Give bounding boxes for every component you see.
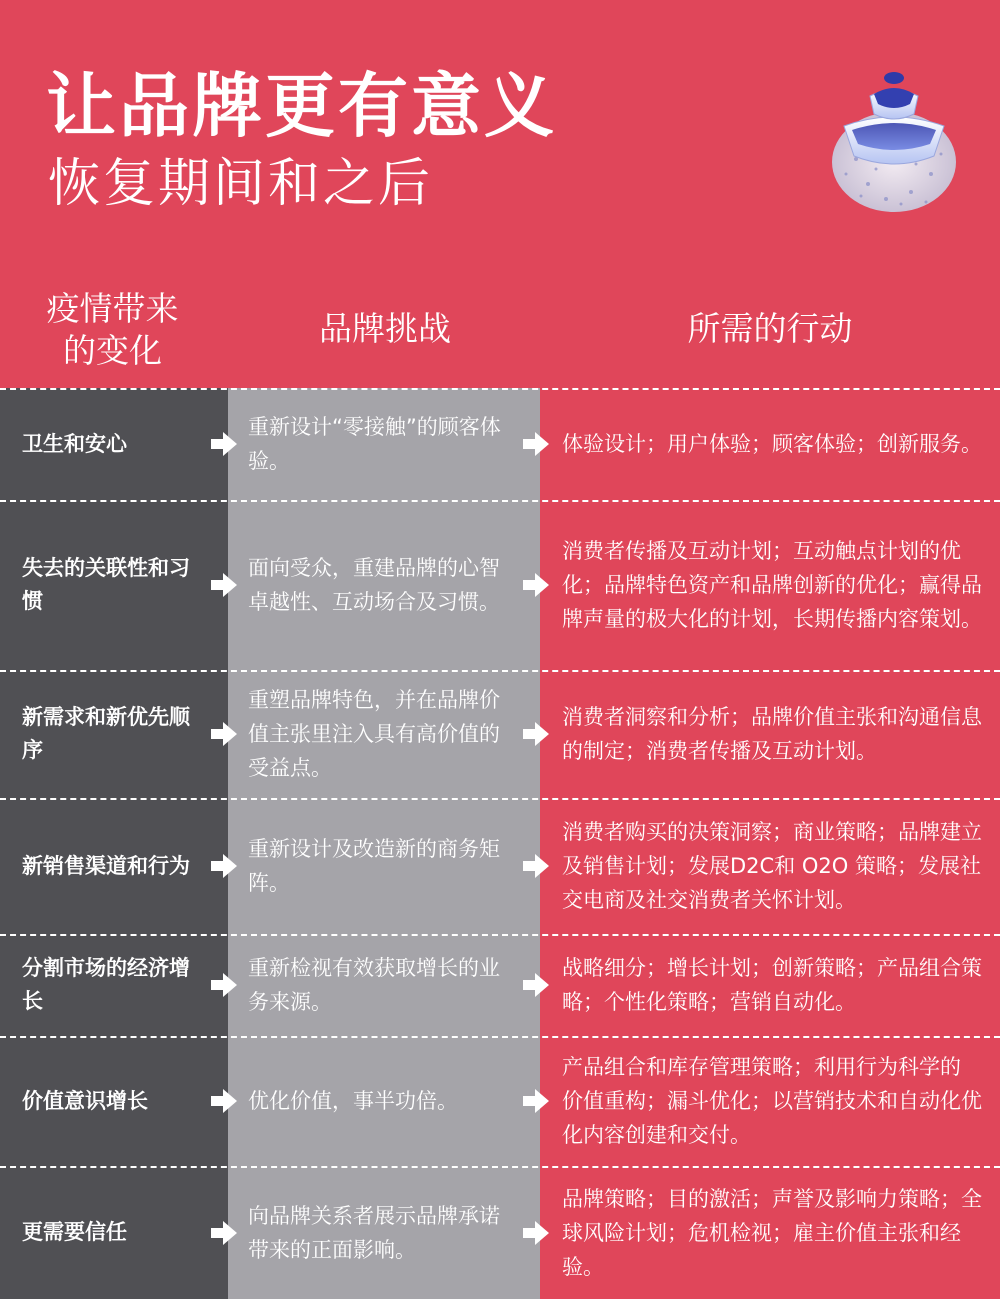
challenge-cell: 重新检视有效获取增长的业务来源。 — [248, 956, 500, 1014]
page-title: 让品牌更有意义 — [46, 65, 557, 147]
challenge-cell: 面向受众，重建品牌的心智卓越性、互动场合及习惯。 — [248, 556, 500, 614]
challenge-cell: 重塑品牌特色，并在品牌价值主张里注入具有高价值的受益点。 — [248, 688, 500, 780]
arrow-right-icon — [521, 971, 551, 999]
arrow-right-icon — [521, 720, 551, 748]
column-header-changes-line1: 疫情带来 — [46, 289, 179, 328]
arrow-right-icon — [521, 1087, 551, 1115]
header-banner — [0, 0, 1000, 388]
action-cell: 消费者购买的决策洞察；商业策略；品牌建立及销售计划；发展D2C和 O2O 策略；发展社交电商及社交消费者关怀计划。 — [562, 820, 982, 912]
action-cell: 体验设计；用户体验；顾客体验；创新服务。 — [562, 432, 982, 456]
challenge-cell: 重新设计“零接触”的顾客体验。 — [248, 415, 501, 473]
action-cell: 消费者传播及互动计划；互动触点计划的优化；品牌特色资产和品牌创新的优化；赢得品牌声量的极大化的计划，长期传播内容策划。 — [562, 539, 982, 631]
change-cell: 新需求和新优先顺序 — [22, 705, 190, 762]
action-cell: 消费者洞察和分析；品牌价值主张和沟通信息的制定；消费者传播及互动计划。 — [562, 705, 982, 763]
column-header-actions: 所需的行动 — [687, 309, 853, 348]
arrow-right-icon — [209, 1219, 239, 1247]
column-header-changes — [20, 288, 205, 372]
table-row — [0, 934, 1000, 1036]
table-row — [0, 1036, 1000, 1166]
challenge-cell: 重新设计及改造新的商务矩阵。 — [248, 837, 500, 895]
arrow-right-icon — [521, 430, 551, 458]
table-row — [0, 798, 1000, 934]
change-cell: 新销售渠道和行为 — [22, 853, 190, 878]
table-row — [0, 1166, 1000, 1299]
table-row — [0, 670, 1000, 798]
page-subtitle: 恢复期间和之后 — [48, 154, 434, 214]
arrow-right-icon — [209, 852, 239, 880]
arrow-right-icon — [209, 971, 239, 999]
arrow-right-icon — [521, 571, 551, 599]
arrow-right-icon — [521, 1219, 551, 1247]
table-row — [0, 500, 1000, 670]
challenge-cell: 优化价值，事半功倍。 — [248, 1089, 458, 1113]
change-cell: 更需要信任 — [22, 1220, 127, 1244]
column-header-changes-line2: 的变化 — [63, 331, 162, 370]
brand-action-table — [0, 388, 1000, 1299]
change-cell: 价值意识增长 — [22, 1088, 148, 1113]
column-header-challenges: 品牌挑战 — [319, 309, 451, 348]
challenge-cell: 向品牌关系者展示品牌承诺带来的正面影响。 — [248, 1203, 500, 1262]
arrow-right-icon — [209, 430, 239, 458]
arrow-right-icon — [209, 1087, 239, 1115]
action-cell: 战略细分；增长计划；创新策略；产品组合策略；个性化策略；营销自动化。 — [562, 956, 982, 1014]
action-cell: 品牌策略；目的激活；声誉及影响力策略；全球风险计划；危机检视；雇主价值主张和经验。 — [562, 1186, 982, 1279]
change-cell: 分割市场的经济增长 — [22, 956, 190, 1013]
arrow-right-icon — [209, 720, 239, 748]
bowl-stack-icon — [816, 64, 966, 224]
table-row — [0, 388, 1000, 500]
change-cell: 失去的关联性和习惯 — [22, 556, 190, 613]
change-cell: 卫生和安心 — [22, 431, 127, 456]
arrow-right-icon — [521, 852, 551, 880]
action-cell: 产品组合和库存管理策略；利用行为科学的 价值重构；漏斗优化；以营销技术和自动化优化内容创建和交付。 — [562, 1055, 982, 1147]
arrow-right-icon — [209, 571, 239, 599]
